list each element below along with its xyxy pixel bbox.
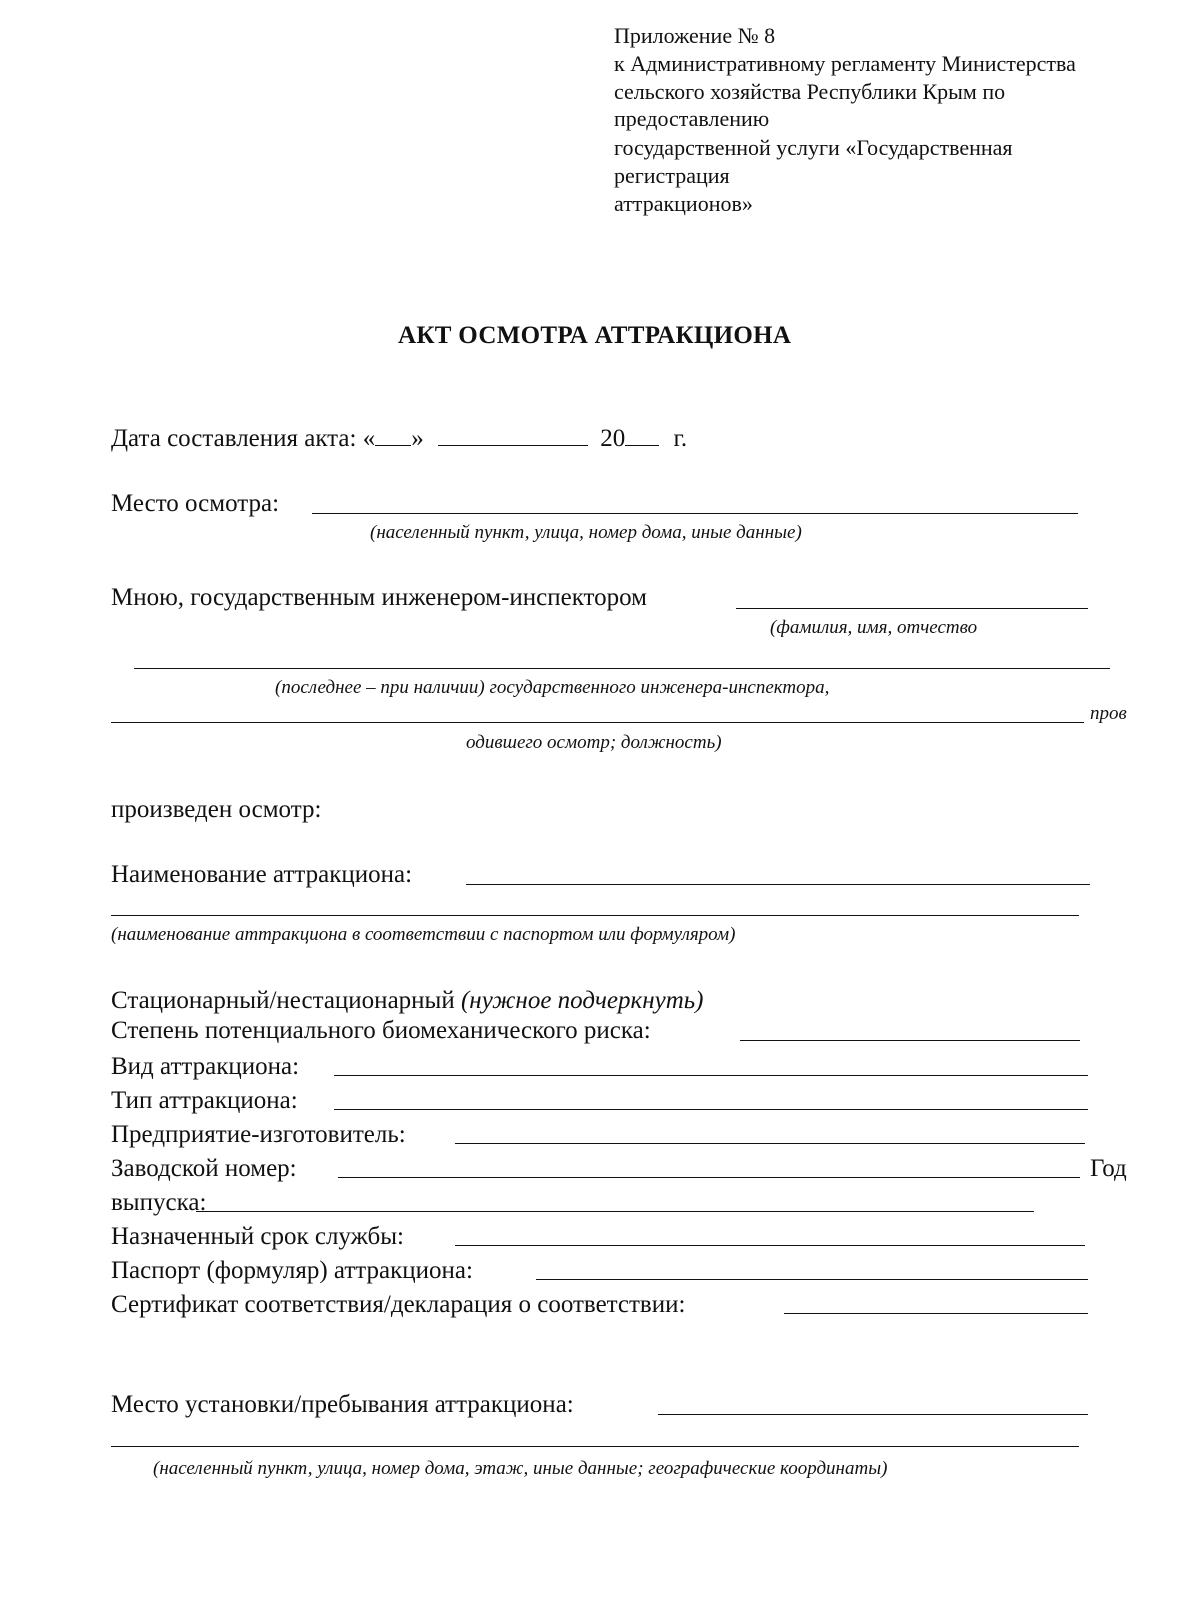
place-label: Место осмотра: [111, 490, 280, 517]
manufacturer-label: Предприятие-изготовитель: [111, 1121, 406, 1148]
passport-label: Паспорт (формуляр) аттракциона: [111, 1257, 473, 1284]
document-title: АКТ ОСМОТРА АТТРАКЦИОНА [398, 322, 792, 349]
header-line-2: к Административному регламенту Министерства [614, 51, 1076, 76]
month-field[interactable] [438, 444, 588, 446]
inspector-label: Мною, государственным инженером-инспектором [111, 584, 647, 611]
inspector-field-1[interactable] [736, 608, 1088, 609]
year-label-a: Год [1090, 1155, 1127, 1182]
header-line-4: предоставлению [614, 106, 770, 131]
serial-field[interactable] [338, 1177, 1080, 1178]
year-field[interactable] [625, 444, 659, 446]
type-label: Тип аттракциона: [111, 1087, 298, 1114]
year-suffix: г. [673, 425, 688, 452]
year-label-b: выпуска: [111, 1189, 207, 1216]
inspection-done-text: произведен осмотр: [111, 796, 322, 823]
passport-field[interactable] [536, 1279, 1088, 1280]
year-field[interactable] [196, 1211, 1034, 1212]
risk-label: Степень потенциального биомеханического риска: [111, 1017, 651, 1044]
stationary-hint: (нужное подчеркнуть) [460, 987, 704, 1014]
year-prefix: 20 [600, 425, 626, 452]
service-life-label: Назначенный срок службы: [111, 1223, 404, 1250]
inspector-hint-1: (фамилия, имя, отчество [770, 617, 978, 638]
ride-name-field-2[interactable] [111, 915, 1079, 916]
place-hint: (населенный пункт, улица, номер дома, иные данные) [370, 522, 802, 543]
type-field[interactable] [334, 1109, 1088, 1110]
location-field-1[interactable] [658, 1414, 1088, 1415]
location-field-2[interactable] [111, 1446, 1079, 1447]
inspector-field-2[interactable] [134, 668, 1110, 669]
kind-field[interactable] [334, 1075, 1088, 1076]
stationary-row [111, 986, 703, 1015]
ride-name-hint: (наименование аттракциона в соответствии с паспортом или формуляром) [111, 924, 736, 945]
header-line-1: Приложение № 8 [614, 23, 776, 48]
location-label: Место установки/пребывания аттракциона: [111, 1391, 574, 1418]
inspector-hint-3-end: пров [1090, 703, 1127, 724]
date-label: Дата составления акта: « [111, 425, 376, 452]
header-line-6: регистрация [614, 163, 730, 188]
header-line-3: сельского хозяйства Республики Крым по [614, 79, 1006, 104]
service-life-field[interactable] [455, 1245, 1085, 1246]
inspector-hint-2: (последнее – при наличии) государственного инженера-инспектора, [275, 677, 830, 698]
stationary-label: Стационарный/нестационарный [111, 987, 455, 1014]
serial-label: Заводской номер: [111, 1155, 297, 1182]
place-field[interactable] [312, 513, 1078, 514]
ride-name-field-1[interactable] [466, 884, 1090, 885]
day-field[interactable] [375, 444, 411, 446]
inspector-hint-4: одившего осмотр; должность) [466, 732, 722, 753]
ride-name-label: Наименование аттракциона: [111, 861, 413, 888]
location-hint: (населенный пункт, улица, номер дома, этаж, иные данные; географические координаты) [153, 1458, 888, 1479]
manufacturer-field[interactable] [455, 1143, 1085, 1144]
inspector-field-3[interactable] [111, 722, 1084, 723]
date-close-quote: » [411, 425, 424, 452]
header-line-5: государственной услуги «Государственная [614, 135, 1013, 160]
kind-label: Вид аттракциона: [111, 1053, 300, 1080]
certificate-label: Сертификат соответствия/декларация о соответствии: [111, 1291, 686, 1318]
header-line-7: аттракционов» [614, 191, 753, 216]
certificate-field[interactable] [784, 1313, 1088, 1314]
date-row [111, 424, 687, 453]
risk-field[interactable] [740, 1040, 1080, 1041]
